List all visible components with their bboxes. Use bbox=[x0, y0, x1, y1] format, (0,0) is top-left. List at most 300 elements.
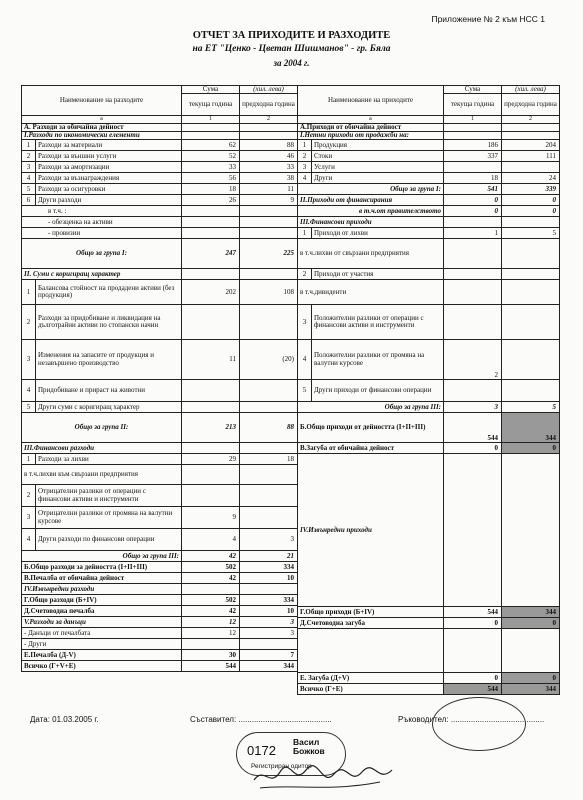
revenue-row bbox=[298, 629, 560, 673]
row-label: Положителни разлики от промяна на валутни курсове bbox=[312, 340, 444, 380]
revenue-row bbox=[298, 162, 560, 173]
previous-year-value: 0 bbox=[502, 206, 560, 217]
expense-row bbox=[22, 639, 298, 650]
row-label: - Други bbox=[22, 639, 182, 650]
annex-label: Приложение № 2 към НСС 1 bbox=[431, 14, 545, 24]
row-label: III.Финансови разходи bbox=[22, 443, 182, 454]
current-year-value: 26 bbox=[182, 195, 240, 206]
expense-row bbox=[22, 562, 298, 573]
current-year-value: 4 bbox=[182, 529, 240, 551]
previous-year-value bbox=[240, 584, 298, 595]
row-label: Други разходи по финансови операции bbox=[36, 529, 182, 551]
row-label bbox=[298, 629, 444, 673]
current-year-value: 2 bbox=[444, 340, 502, 380]
current-year-value bbox=[182, 485, 240, 507]
expense-row bbox=[22, 123, 298, 131]
row-label: В.Загуба от обичайна дейност bbox=[298, 443, 444, 454]
expense-row bbox=[22, 584, 298, 595]
row-label: А. Разходи за обичайна дейност bbox=[22, 123, 182, 131]
row-number: 1 bbox=[298, 228, 312, 239]
previous-year-value: 3 bbox=[240, 628, 298, 639]
expense-row bbox=[22, 173, 298, 184]
previous-year-value bbox=[502, 340, 560, 380]
current-year-value bbox=[444, 269, 502, 280]
expense-row bbox=[22, 485, 298, 507]
current-year-value: 0 bbox=[444, 673, 502, 684]
current-year-value bbox=[182, 131, 240, 139]
current-year-value: 18 bbox=[182, 184, 240, 195]
current-year-value bbox=[182, 206, 240, 217]
current-year-value: 33 bbox=[182, 162, 240, 173]
revenues-table bbox=[297, 85, 560, 695]
expense-row bbox=[22, 239, 298, 269]
row-label: Всичко (Г+Е) bbox=[298, 684, 444, 695]
expenses-col-1: 1 bbox=[182, 116, 240, 123]
current-year-value bbox=[444, 239, 502, 269]
previous-year-value bbox=[502, 280, 560, 305]
row-label: Е. Загуба (Д+V) bbox=[298, 673, 444, 684]
row-label: в т.ч.лихви към свързани предприятия bbox=[22, 465, 182, 485]
current-year-value: 52 bbox=[182, 151, 240, 162]
current-year-value bbox=[182, 584, 240, 595]
expense-row bbox=[22, 195, 298, 206]
revenue-row bbox=[298, 340, 560, 380]
previous-year-value: 204 bbox=[502, 140, 560, 151]
revenues-name-header: Наименование на приходите bbox=[298, 86, 444, 116]
previous-year-value bbox=[502, 380, 560, 402]
previous-year-value: 111 bbox=[502, 151, 560, 162]
row-number: 2 bbox=[22, 151, 36, 162]
revenue-row bbox=[298, 413, 560, 443]
previous-year-value bbox=[240, 228, 298, 239]
row-label: Разходи за външни услуги bbox=[36, 151, 182, 162]
report-date: Дата: 01.03.2005 г. bbox=[30, 715, 99, 724]
row-label: Е.Печалба (Д-V) bbox=[22, 650, 182, 661]
expense-row bbox=[22, 628, 298, 639]
row-label: Д.Счетоводна загуба bbox=[298, 618, 444, 629]
previous-year-value bbox=[502, 269, 560, 280]
row-number: 5 bbox=[22, 402, 36, 413]
expense-row bbox=[22, 340, 298, 380]
previous-year-value bbox=[240, 465, 298, 485]
current-year-value bbox=[444, 380, 502, 402]
current-year-value bbox=[182, 380, 240, 402]
row-label: Разходи за лихви bbox=[36, 454, 182, 465]
revenue-row bbox=[298, 206, 560, 217]
previous-year-value: 33 bbox=[240, 162, 298, 173]
row-number: 4 bbox=[22, 380, 36, 402]
expenses-sum-header: Сума bbox=[182, 86, 240, 94]
previous-year-value bbox=[240, 402, 298, 413]
previous-year-value: 18 bbox=[240, 454, 298, 465]
previous-year-value: 5 bbox=[502, 402, 560, 413]
revenues-sum-header: Сума bbox=[444, 86, 502, 94]
previous-year-value: 10 bbox=[240, 573, 298, 584]
previous-year-value: 46 bbox=[240, 151, 298, 162]
expense-row bbox=[22, 617, 298, 628]
previous-year-value bbox=[240, 206, 298, 217]
previous-year-value bbox=[502, 217, 560, 228]
expense-row bbox=[22, 529, 298, 551]
revenues-col-2: 2 bbox=[502, 116, 560, 123]
previous-year-value: 3 bbox=[240, 529, 298, 551]
row-number: 3 bbox=[298, 162, 312, 173]
row-number: 3 bbox=[298, 305, 312, 340]
row-label: IV.Извънредни разходи bbox=[22, 584, 182, 595]
current-year-value bbox=[444, 123, 502, 131]
row-label: Други bbox=[312, 173, 444, 184]
revenue-row bbox=[298, 151, 560, 162]
row-label: в т.ч. : bbox=[22, 206, 182, 217]
expense-row bbox=[22, 305, 298, 340]
row-label: - обезценка на активи bbox=[22, 217, 182, 228]
previous-year-value: 0 bbox=[502, 195, 560, 206]
row-number: 5 bbox=[22, 184, 36, 195]
current-year-value: 0 bbox=[444, 618, 502, 629]
row-label: Разходи за амортизации bbox=[36, 162, 182, 173]
expense-row bbox=[22, 650, 298, 661]
current-year-value: 62 bbox=[182, 140, 240, 151]
previous-year-value: 334 bbox=[240, 595, 298, 606]
previous-year-value bbox=[240, 380, 298, 402]
revenue-row bbox=[298, 280, 560, 305]
expenses-col-a: а bbox=[22, 116, 182, 123]
revenue-row bbox=[298, 305, 560, 340]
previous-year-value: 24 bbox=[502, 173, 560, 184]
row-label: - Данъци от печалбата bbox=[22, 628, 182, 639]
revenue-row bbox=[298, 173, 560, 184]
revenue-row bbox=[298, 684, 560, 695]
previous-year-value bbox=[240, 305, 298, 340]
expenses-table bbox=[21, 85, 298, 672]
revenue-row bbox=[298, 380, 560, 402]
previous-year-value bbox=[502, 239, 560, 269]
current-year-value bbox=[444, 629, 502, 673]
expenses-previous-year-header: предходна година bbox=[240, 94, 298, 116]
current-year-value: 0 bbox=[444, 443, 502, 454]
revenues-previous-year-header: предходна година bbox=[502, 94, 560, 116]
row-label: в т.ч.лихви от свързани предприятия bbox=[298, 239, 444, 269]
expense-row bbox=[22, 595, 298, 606]
row-label: Приходи от лихви bbox=[312, 228, 444, 239]
current-year-value bbox=[444, 305, 502, 340]
row-label: Услуги bbox=[312, 162, 444, 173]
current-year-value: 186 bbox=[444, 140, 502, 151]
previous-year-value: 0 bbox=[502, 443, 560, 454]
expense-row bbox=[22, 280, 298, 305]
current-year-value: 213 bbox=[182, 413, 240, 443]
row-label: Продукция bbox=[312, 140, 444, 151]
revenue-row bbox=[298, 228, 560, 239]
expense-row bbox=[22, 151, 298, 162]
row-number: 1 bbox=[298, 140, 312, 151]
previous-year-value bbox=[240, 507, 298, 529]
current-year-value: 56 bbox=[182, 173, 240, 184]
row-label: IV.Извънредни приходи bbox=[298, 454, 444, 607]
row-label: I.Разходи по икономически елементи bbox=[22, 131, 182, 139]
previous-year-value: 11 bbox=[240, 184, 298, 195]
revenue-row bbox=[298, 269, 560, 280]
expense-row bbox=[22, 454, 298, 465]
current-year-value bbox=[444, 280, 502, 305]
report-title: ОТЧЕТ ЗА ПРИХОДИТЕ И РАЗХОДИТЕ bbox=[192, 30, 391, 41]
previous-year-value bbox=[240, 443, 298, 454]
row-label: Общо за група III: bbox=[22, 551, 182, 562]
expenses-col-2: 2 bbox=[240, 116, 298, 123]
row-label: Общо за група I: bbox=[22, 239, 182, 269]
row-number: 4 bbox=[298, 173, 312, 184]
row-label: Б.Общо разходи за дейността (I+II+III) bbox=[22, 562, 182, 573]
current-year-value bbox=[182, 465, 240, 485]
row-number: 5 bbox=[298, 380, 312, 402]
current-year-value: 337 bbox=[444, 151, 502, 162]
previous-year-value: 3 bbox=[240, 617, 298, 628]
row-number: 2 bbox=[22, 485, 36, 507]
row-label: Отрицателни разлики от промяна на валутни курсове bbox=[36, 507, 182, 529]
row-label: Всичко (Г+V+Е) bbox=[22, 661, 182, 672]
previous-year-value: 334 bbox=[240, 562, 298, 573]
row-label: в т.ч.дивиденти bbox=[298, 280, 444, 305]
previous-year-value bbox=[240, 639, 298, 650]
expense-row bbox=[22, 162, 298, 173]
company-stamp bbox=[432, 697, 526, 751]
expense-row bbox=[22, 573, 298, 584]
row-label: I.Нетни приходи от продажби на: bbox=[298, 131, 444, 139]
previous-year-value: 344 bbox=[240, 661, 298, 672]
previous-year-value bbox=[240, 217, 298, 228]
previous-year-value bbox=[240, 269, 298, 280]
revenue-row bbox=[298, 402, 560, 413]
previous-year-value: 339 bbox=[502, 184, 560, 195]
previous-year-value: 344 bbox=[502, 413, 560, 443]
auditor-name: Васил Божков bbox=[293, 737, 325, 757]
row-number: 1 bbox=[22, 454, 36, 465]
current-year-value: 541 bbox=[444, 184, 502, 195]
current-year-value: 0 bbox=[444, 206, 502, 217]
row-label: Придобиване и прираст на животни bbox=[36, 380, 182, 402]
auditor-number: 0172 bbox=[247, 743, 276, 758]
current-year-value bbox=[182, 217, 240, 228]
previous-year-value: 88 bbox=[240, 140, 298, 151]
row-label: - провизии bbox=[22, 228, 182, 239]
manager-signature-line: Ръководител: .......................................... bbox=[398, 715, 545, 724]
revenue-row bbox=[298, 123, 560, 131]
previous-year-value bbox=[240, 131, 298, 139]
row-number: 2 bbox=[22, 305, 36, 340]
row-label: Разходи за осигуровки bbox=[36, 184, 182, 195]
current-year-value bbox=[182, 305, 240, 340]
current-year-value: 18 bbox=[444, 173, 502, 184]
expense-row bbox=[22, 217, 298, 228]
row-label: Разходи за възнаграждения bbox=[36, 173, 182, 184]
previous-year-value: (20) bbox=[240, 340, 298, 380]
previous-year-value: 344 bbox=[502, 684, 560, 695]
previous-year-value: 344 bbox=[502, 607, 560, 618]
previous-year-value bbox=[502, 305, 560, 340]
row-label: Разходи за придобиване и ликвидация на дълготрайни активи по стопански начин bbox=[36, 305, 182, 340]
handwritten-signature bbox=[250, 758, 400, 798]
expense-row bbox=[22, 606, 298, 617]
current-year-value bbox=[444, 454, 502, 607]
expense-row bbox=[22, 269, 298, 280]
current-year-value: 30 bbox=[182, 650, 240, 661]
row-label: Общо за група II: bbox=[22, 413, 182, 443]
expenses-current-year-header: текуща година bbox=[182, 94, 240, 116]
revenue-row bbox=[298, 454, 560, 607]
row-label: Стоки bbox=[312, 151, 444, 162]
row-label: V.Разходи за данъци bbox=[22, 617, 182, 628]
current-year-value: 544 bbox=[182, 661, 240, 672]
current-year-value: 502 bbox=[182, 595, 240, 606]
row-label: Г.Общо приходи (Б+IV) bbox=[298, 607, 444, 618]
row-label: II.Приходи от финансирания bbox=[298, 195, 444, 206]
revenue-row bbox=[298, 184, 560, 195]
previous-year-value: 5 bbox=[502, 228, 560, 239]
previous-year-value: 7 bbox=[240, 650, 298, 661]
revenue-row bbox=[298, 131, 560, 139]
current-year-value: 29 bbox=[182, 454, 240, 465]
compiler-signature-line: Съставител: .......................................... bbox=[190, 715, 332, 724]
previous-year-value: 225 bbox=[240, 239, 298, 269]
previous-year-value: 0 bbox=[502, 618, 560, 629]
current-year-value bbox=[444, 217, 502, 228]
row-number: 4 bbox=[22, 173, 36, 184]
row-label: Други суми с коригиращ характер bbox=[36, 402, 182, 413]
row-label: Общо за група I: bbox=[298, 184, 444, 195]
revenue-row bbox=[298, 673, 560, 684]
current-year-value bbox=[182, 443, 240, 454]
row-label: В.Печалба от обичайна дейност bbox=[22, 573, 182, 584]
current-year-value: 544 bbox=[444, 607, 502, 618]
expenses-unit-header: (хил. лева) bbox=[240, 86, 298, 94]
previous-year-value: 21 bbox=[240, 551, 298, 562]
expense-row bbox=[22, 413, 298, 443]
expense-row bbox=[22, 661, 298, 672]
row-number: 6 bbox=[22, 195, 36, 206]
row-label: Изменения на запасите от продукция и незавършено производство bbox=[36, 340, 182, 380]
revenue-row bbox=[298, 618, 560, 629]
revenue-row bbox=[298, 195, 560, 206]
row-label: Разходи за материали bbox=[36, 140, 182, 151]
revenue-row bbox=[298, 217, 560, 228]
expenses-name-header: Наименование на разходите bbox=[22, 86, 182, 116]
current-year-value: 3 bbox=[444, 402, 502, 413]
current-year-value: 12 bbox=[182, 617, 240, 628]
current-year-value bbox=[182, 639, 240, 650]
previous-year-value: 88 bbox=[240, 413, 298, 443]
row-number: 3 bbox=[22, 340, 36, 380]
row-label: Б.Общо приходи от дейността (I+II+III) bbox=[298, 413, 444, 443]
row-label: II. Суми с коригиращ характер bbox=[22, 269, 182, 280]
revenues-unit-header: (хил. лева) bbox=[502, 86, 560, 94]
expense-row bbox=[22, 140, 298, 151]
expense-row bbox=[22, 184, 298, 195]
previous-year-value bbox=[240, 123, 298, 131]
previous-year-value: 9 bbox=[240, 195, 298, 206]
previous-year-value bbox=[502, 162, 560, 173]
current-year-value: 9 bbox=[182, 507, 240, 529]
expense-row bbox=[22, 443, 298, 454]
expense-row bbox=[22, 228, 298, 239]
current-year-value: 1 bbox=[444, 228, 502, 239]
row-number: 3 bbox=[22, 507, 36, 529]
revenues-col-1: 1 bbox=[444, 116, 502, 123]
previous-year-value: 0 bbox=[502, 673, 560, 684]
expense-row bbox=[22, 380, 298, 402]
row-label: в т.ч.от правителството bbox=[298, 206, 444, 217]
row-number: 1 bbox=[22, 140, 36, 151]
revenue-row bbox=[298, 607, 560, 618]
previous-year-value bbox=[502, 131, 560, 139]
row-label: Д.Счетоводна печалба bbox=[22, 606, 182, 617]
row-label: Положителни разлики от операции с финансови активи и инструменти bbox=[312, 305, 444, 340]
expense-row bbox=[22, 507, 298, 529]
current-year-value bbox=[444, 162, 502, 173]
current-year-value: 12 bbox=[182, 628, 240, 639]
current-year-value: 544 bbox=[444, 684, 502, 695]
row-number: 3 bbox=[22, 162, 36, 173]
row-label: Отрицателни разлики от операции с финансови активи и инструменти bbox=[36, 485, 182, 507]
previous-year-value bbox=[502, 454, 560, 607]
row-number: 2 bbox=[298, 269, 312, 280]
row-label: Приходи от участия bbox=[312, 269, 444, 280]
revenue-row bbox=[298, 443, 560, 454]
revenue-row bbox=[298, 239, 560, 269]
previous-year-value bbox=[240, 485, 298, 507]
current-year-value bbox=[444, 131, 502, 139]
report-year: за 2004 г. bbox=[273, 58, 310, 68]
expense-row bbox=[22, 465, 298, 485]
row-number: 4 bbox=[298, 340, 312, 380]
previous-year-value: 38 bbox=[240, 173, 298, 184]
revenues-col-a: а bbox=[298, 116, 444, 123]
revenues-current-year-header: текуща година bbox=[444, 94, 502, 116]
expense-row bbox=[22, 551, 298, 562]
previous-year-value: 10 bbox=[240, 606, 298, 617]
expense-row bbox=[22, 206, 298, 217]
previous-year-value bbox=[502, 629, 560, 673]
current-year-value: 247 bbox=[182, 239, 240, 269]
report-subtitle: на ЕТ "Ценко - Цветан Шишманов" - гр. Бяла bbox=[192, 44, 391, 54]
row-number: 4 bbox=[22, 529, 36, 551]
current-year-value: 502 bbox=[182, 562, 240, 573]
row-label: III.Финансови приходи bbox=[298, 217, 444, 228]
row-label: А.Приходи от обичайна дейност bbox=[298, 123, 444, 131]
current-year-value: 202 bbox=[182, 280, 240, 305]
row-label: Балансова стойност на продадени активи (без продукция) bbox=[36, 280, 182, 305]
auditor-label: Регистриран одитор bbox=[251, 763, 312, 770]
previous-year-value bbox=[502, 123, 560, 131]
expense-row bbox=[22, 402, 298, 413]
current-year-value: 42 bbox=[182, 551, 240, 562]
row-label: Г.Общо разходи (Б+IV) bbox=[22, 595, 182, 606]
row-label: Общо за група III: bbox=[298, 402, 444, 413]
current-year-value: 0 bbox=[444, 195, 502, 206]
current-year-value bbox=[182, 269, 240, 280]
row-number: 2 bbox=[298, 151, 312, 162]
revenue-row bbox=[298, 140, 560, 151]
expense-row bbox=[22, 131, 298, 139]
current-year-value: 42 bbox=[182, 606, 240, 617]
row-number: 1 bbox=[22, 280, 36, 305]
current-year-value: 42 bbox=[182, 573, 240, 584]
current-year-value bbox=[182, 402, 240, 413]
previous-year-value: 108 bbox=[240, 280, 298, 305]
row-label: Други разходи bbox=[36, 195, 182, 206]
current-year-value: 544 bbox=[444, 413, 502, 443]
current-year-value bbox=[182, 123, 240, 131]
row-label: Други приходи от финансови операции bbox=[312, 380, 444, 402]
